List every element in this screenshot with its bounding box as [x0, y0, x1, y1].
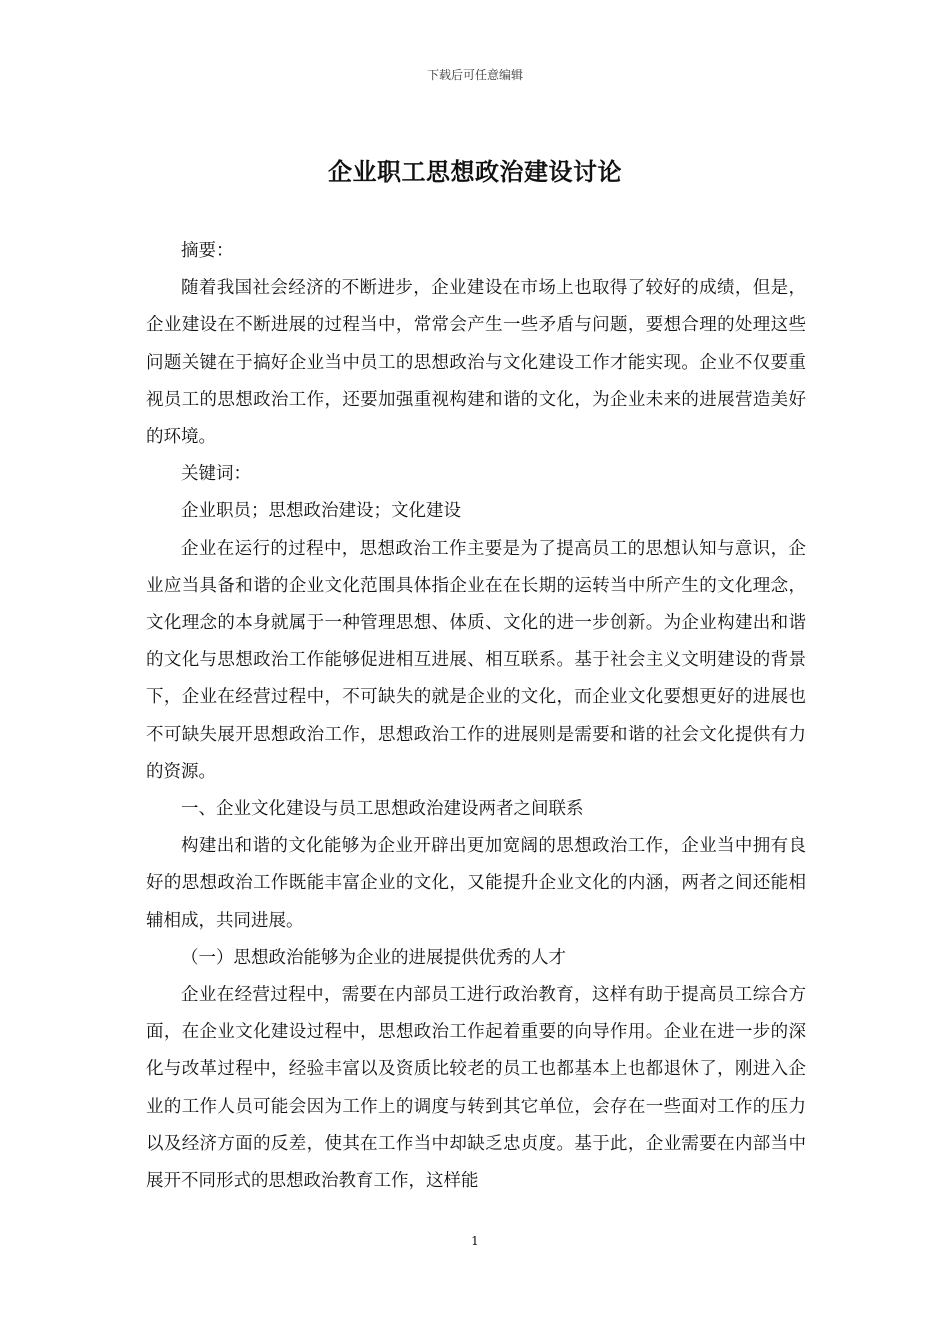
- section-1-paragraph: 构建出和谐的文化能够为企业开辟出更加宽阔的思想政治工作，企业当中拥有良好的思想政治工作既能丰富企业的文化，又能提升企业文化的内涵，两者之间还能相辅相成，共同进展。: [146, 836, 806, 931]
- header-note: 下载后可任意编辑: [426, 68, 523, 82]
- document-body: [146, 233, 806, 1200]
- keywords-list: 企业职员；思想政治建设；文化建设: [181, 501, 461, 522]
- section-heading-1: 一、企业文化建设与员工思想政治建设两者之间联系: [181, 799, 584, 820]
- subsection-1-paragraph: 企业在经营过程中，需要在内部员工进行政治教育，这样有助于提高员工综合方面，在企业文化建设过程中，思想政治工作起着重要的向导作用。企业在进一步的深化与改革过程中，经验丰富以及资质比较老的员工也都基本上也都退休了，刚进入企业的工作人员可能会因为工作上的调度与转到其它单位，会存在一些面对工作的压力以及经济方面的反差，使其在工作当中却缺乏忠贞度。基于此，企业需要在内部当中展开不同形式的思想政治教育工作，这样能: [146, 985, 806, 1192]
- document-title: 企业职工思想政治建设讨论: [328, 157, 622, 186]
- intro-paragraph: 企业在运行的过程中，思想政治工作主要是为了提高员工的思想认知与意识，企业应当具备和谐的企业文化范围具体指企业在在长期的运转当中所产生的文化理念，文化理念的本身就属于一种管理思想、体质、文化的进一步创新。为企业构建出和谐的文化与思想政治工作能够促进相互进展、相互联系。基于社会主义文明建设的背景下，企业在经营过程中，不可缺失的就是企业的文化，而企业文化要想更好的进展也不可缺失展开思想政治工作，思想政治工作的进展则是需要和谐的社会文化提供有力的资源。: [146, 538, 806, 782]
- abstract-paragraph: 随着我国社会经济的不断进步，企业建设在市场上也取得了较好的成绩，但是，企业建设在不断进展的过程当中，常常会产生一些矛盾与问题，要想合理的处理这些问题关键在于搞好企业当中员工的思想政治与文化建设工作才能实现。企业不仅要重视员工的思想政治工作，还要加强重视构建和谐的文化，为企业未来的进展营造美好的环境。: [146, 278, 806, 448]
- subsection-heading-1: （一）思想政治能够为企业的进展提供优秀的人才: [181, 947, 566, 968]
- keywords-label: 关键词：: [181, 464, 251, 485]
- abstract-label: 摘要：: [181, 241, 234, 261]
- page-number: 1: [471, 1234, 479, 1248]
